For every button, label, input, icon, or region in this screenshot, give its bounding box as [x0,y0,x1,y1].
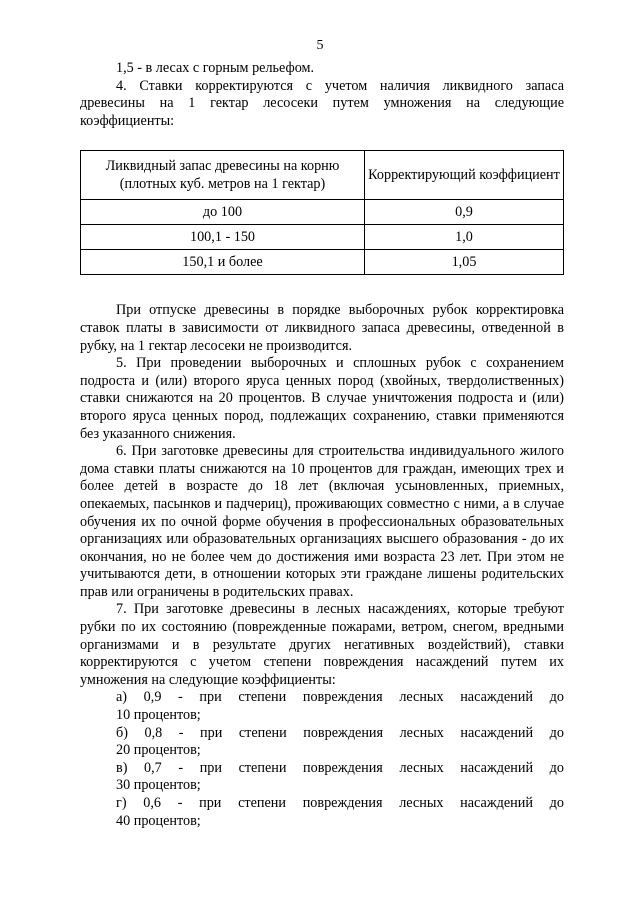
table-cell-range: 150,1 и более [81,250,365,275]
paragraph-section-5: 5. При проведении выборочных и сплошных рубок с сохранением подроста и (или) второго яруса ценных пород (хвойных, твердолиственных) ставки снижаются на 20 процентов. В случае уничтожения подроста и (или) второго яруса ценных пород, подлежащих сохранению, ставки применяются без указанного снижения. [80,355,564,442]
table-cell-range: до 100 [81,200,365,225]
table-row [81,200,564,225]
list-item-value: 0,8 [144,724,163,741]
list-item-letter: в) [116,759,128,776]
list-item-letter: г) [116,795,127,811]
coefficient-table [80,150,564,275]
list-item-value: 0,7 [144,759,162,776]
list-item-value: 0,6 [143,795,161,811]
list-item-tail: 10 процентов; [116,707,201,724]
list-item-letter: б) [116,724,128,741]
list-item-tail: 40 процентов; [116,812,201,829]
list-item: г) 0,6 - при степени повреждения лесных насаждений до 40 процентов; [80,795,564,830]
paragraph-section-7: 7. При заготовке древесины в лесных насаждениях, которые требуют рубки по их состоянию (поврежденные пожарами, ветром, снегом, вредными организмами и в результате других негативных воздействий), ставки корректируются с учетом степени повреждения насаждений путем их умножения на следующие коэффициенты: [80,601,564,688]
paragraph-selective-felling: При отпуске древесины в порядке выборочных рубок корректировка ставок платы в зависимости от ликвидного запаса древесины, отведенной в рубку, на 1 гектар лесосеки не производится. [80,302,564,354]
list-item-letter: а) [116,689,128,706]
paragraph-section-4: 4. Ставки корректируются с учетом наличия ликвидного запаса древесины на 1 гектар лесосеки путем умножения на следующие коэффициенты: [80,77,564,129]
table-header-stock: Ликвидный запас древесины на корню (плотных куб. метров на 1 гектар) [81,151,365,200]
document-body [80,60,564,830]
list-item-tail: 30 процентов; [116,777,201,794]
table-header-row [81,151,564,200]
table-cell-coefficient: 1,05 [365,250,564,275]
paragraph-section-6: 6. При заготовке древесины для строительства индивидуального жилого дома ставки платы снижаются на 10 процентов для граждан, имеющих трех и более детей в возрасте до 18 лет (включая усыновленных, приемных, опекаемых, пасынков и падчериц), проживающих совместно с ними, а в случае обучения их по очной форме обучения в профессиональных образовательных организациях или образовательных организациях высшего образования - до их окончания, но не более чем до достижения ими возраста 23 лет. При этом не учитываются дети, в отношении которых эти граждане лишены родительских прав или ограничены в родительских правах. [80,443,564,600]
list-item-value: 0,9 [143,689,162,706]
table-row [81,225,564,250]
list-item: в) 0,7 - при степени повреждения лесных насаждений до 30 процентов; [80,760,564,795]
table-row [81,250,564,275]
table-cell-range: 100,1 - 150 [81,225,365,250]
list-item: а) 0,9 - при степени повреждения лесных насаждений до 10 процентов; [80,689,564,724]
list-item: б) 0,8 - при степени повреждения лесных насаждений до 20 процентов; [80,725,564,760]
table-header-coefficient: Корректирующий коэффициент [365,151,564,200]
paragraph-mountain-coefficient: 1,5 - в лесах с горным рельефом. [116,60,315,76]
table-cell-coefficient: 0,9 [365,200,564,225]
list-item-tail: 20 процентов; [116,742,201,759]
table-cell-coefficient: 1,0 [365,225,564,250]
page-number: 5 [316,38,324,53]
